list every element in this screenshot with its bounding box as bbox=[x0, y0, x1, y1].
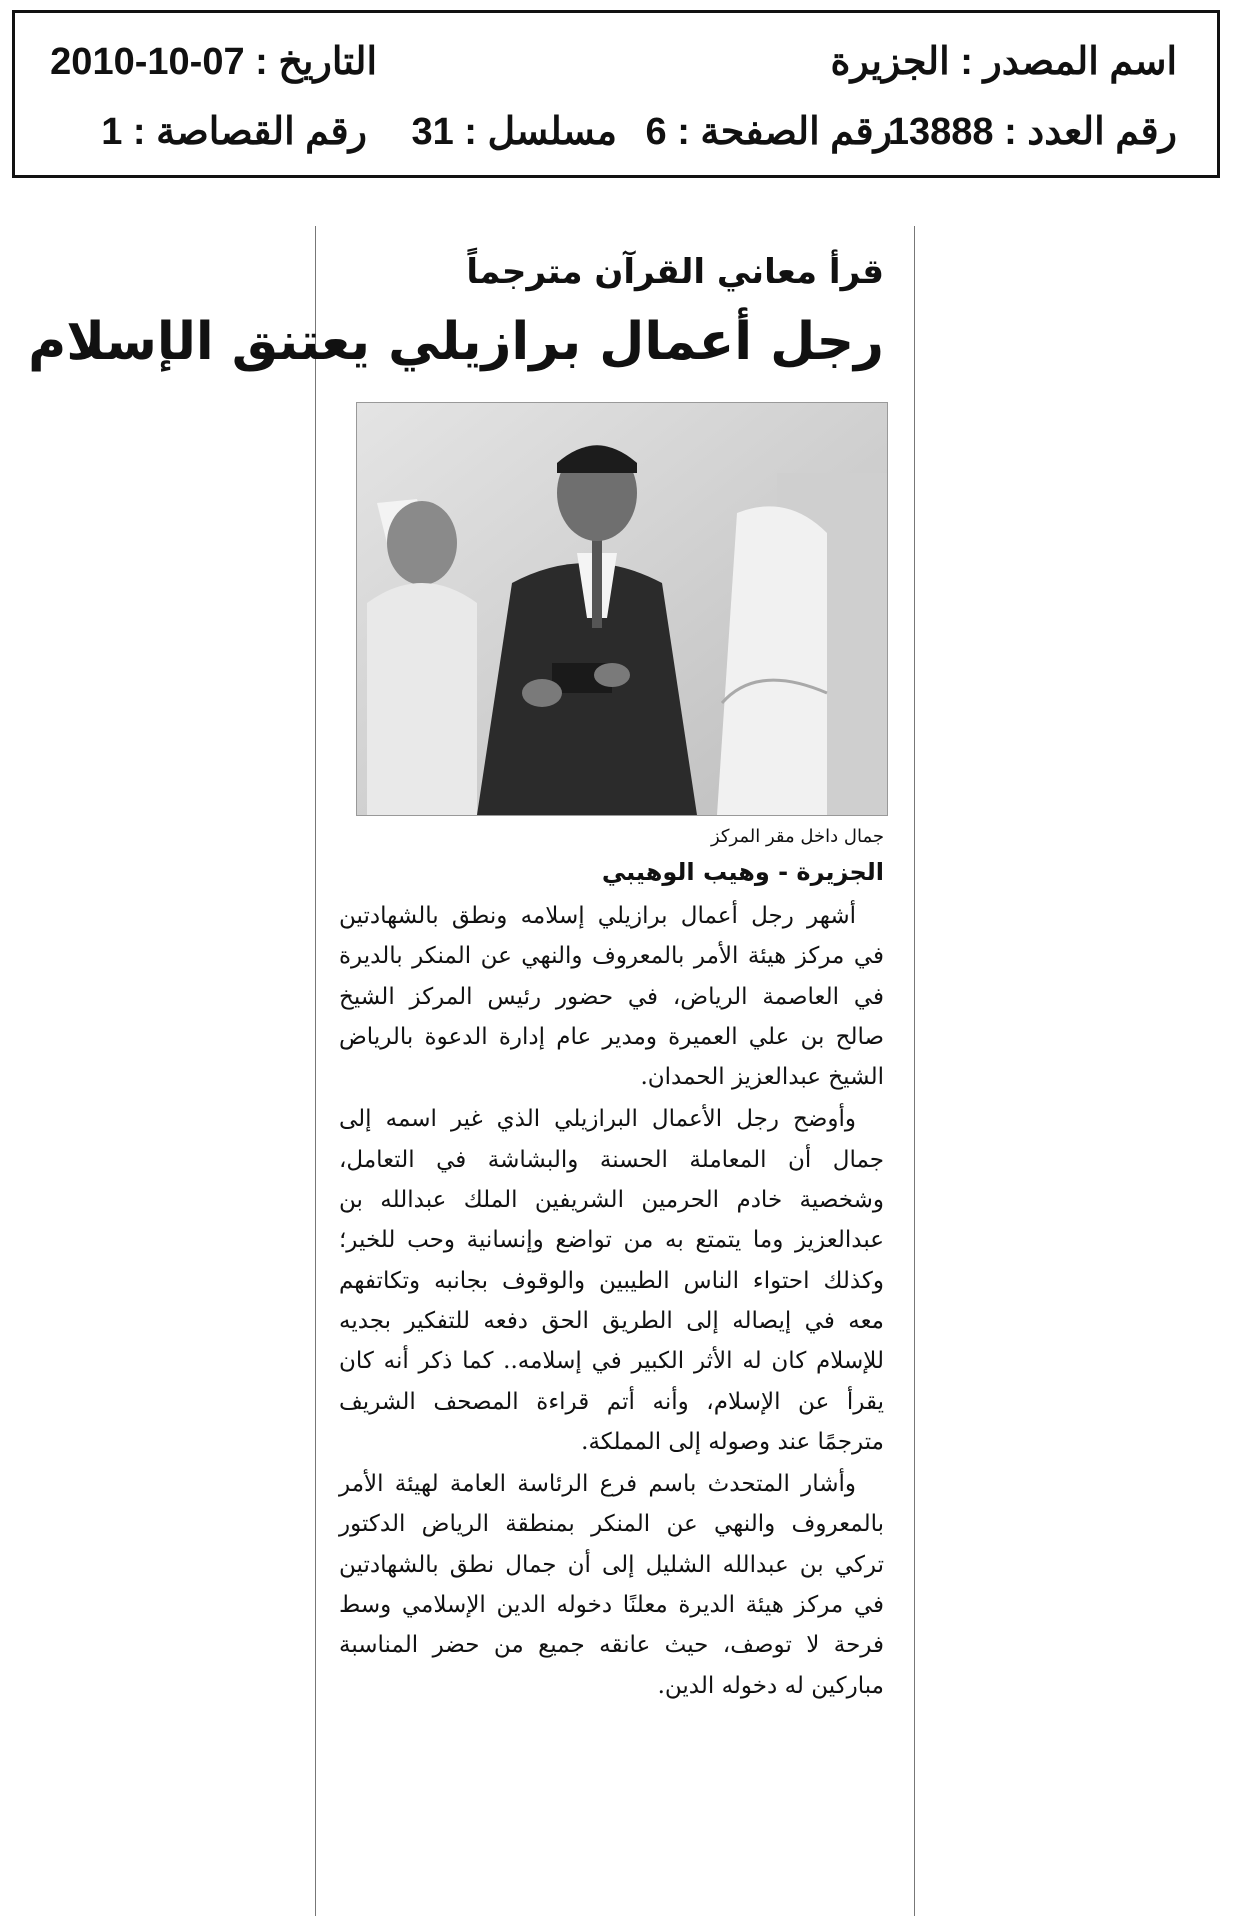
article-headline: رجل أعمال برازيلي يعتنق الإسلام bbox=[28, 312, 884, 372]
article-photo bbox=[356, 402, 888, 816]
paragraph: وأوضح رجل الأعمال البرازيلي الذي غير اسمه إلى جمال أن المعاملة الحسنة والبشاشة في التعامل، وشخصية خادم الحرمين الشريفين الملك عبدالله بن عبدالعزيز وما يتمتع به من تواضع وإنسانية وحب للخير؛ وكذلك احتواء الناس الطيبين والوقوف بجانبه وتكاتفهم معه في إيصاله إلى الطريق الحق دفعه للتفكير بجديه للإسلام كان له الأثر الكبير في إسلامه.. كما ذكر أنه كان يقرأ عن الإسلام، وأنه أتم قراءة المصحف الشريف مترجمًا عند وصوله إلى المملكة. bbox=[339, 1106, 884, 1455]
date: التاريخ : 07-10-2010 bbox=[50, 41, 377, 83]
serial-number: مسلسل : 31 bbox=[411, 111, 617, 153]
page-number: رقم الصفحة : 6 bbox=[645, 111, 892, 153]
byline: الجزيرة - وهيب الوهيبي bbox=[601, 858, 884, 886]
photo-illustration bbox=[357, 403, 887, 815]
newspaper-clipping bbox=[28, 226, 915, 1916]
clipping-header bbox=[12, 10, 1220, 178]
issue-number: رقم العدد : 13888 bbox=[887, 111, 1177, 153]
paragraph: وأشار المتحدث باسم فرع الرئاسة العامة لهيئة الأمر بالمعروف والنهي عن المنكر بمنطقة الرياض الدكتور تركي بن عبدالله الشليل إلى أن جمال نطق بالشهادتين في مركز هيئة الديرة معلنًا دخوله الدين الإسلامي وسط فرحة لا توصف، حيث عانقه جميع من حضر المناسبة مباركين له دخوله الدين. bbox=[339, 1471, 884, 1699]
article-kicker: قرأ معاني القرآن مترجماً bbox=[466, 252, 884, 292]
photo-caption: جمال داخل مقر المركز bbox=[710, 826, 884, 847]
clipping-number: رقم القصاصة : 1 bbox=[101, 111, 367, 153]
article-body bbox=[339, 896, 884, 1708]
source-name: اسم المصدر : الجزيرة bbox=[830, 41, 1177, 83]
paragraph: أشهر رجل أعمال برازيلي إسلامه ونطق بالشهادتين في مركز هيئة الأمر بالمعروف والنهي عن المنكر بالديرة في العاصمة الرياض، في حضور رئيس المركز الشيخ صالح بن علي العميرة ومدير عام إدارة الدعوة بالرياض الشيخ عبدالعزيز الحمدان. bbox=[339, 903, 884, 1091]
